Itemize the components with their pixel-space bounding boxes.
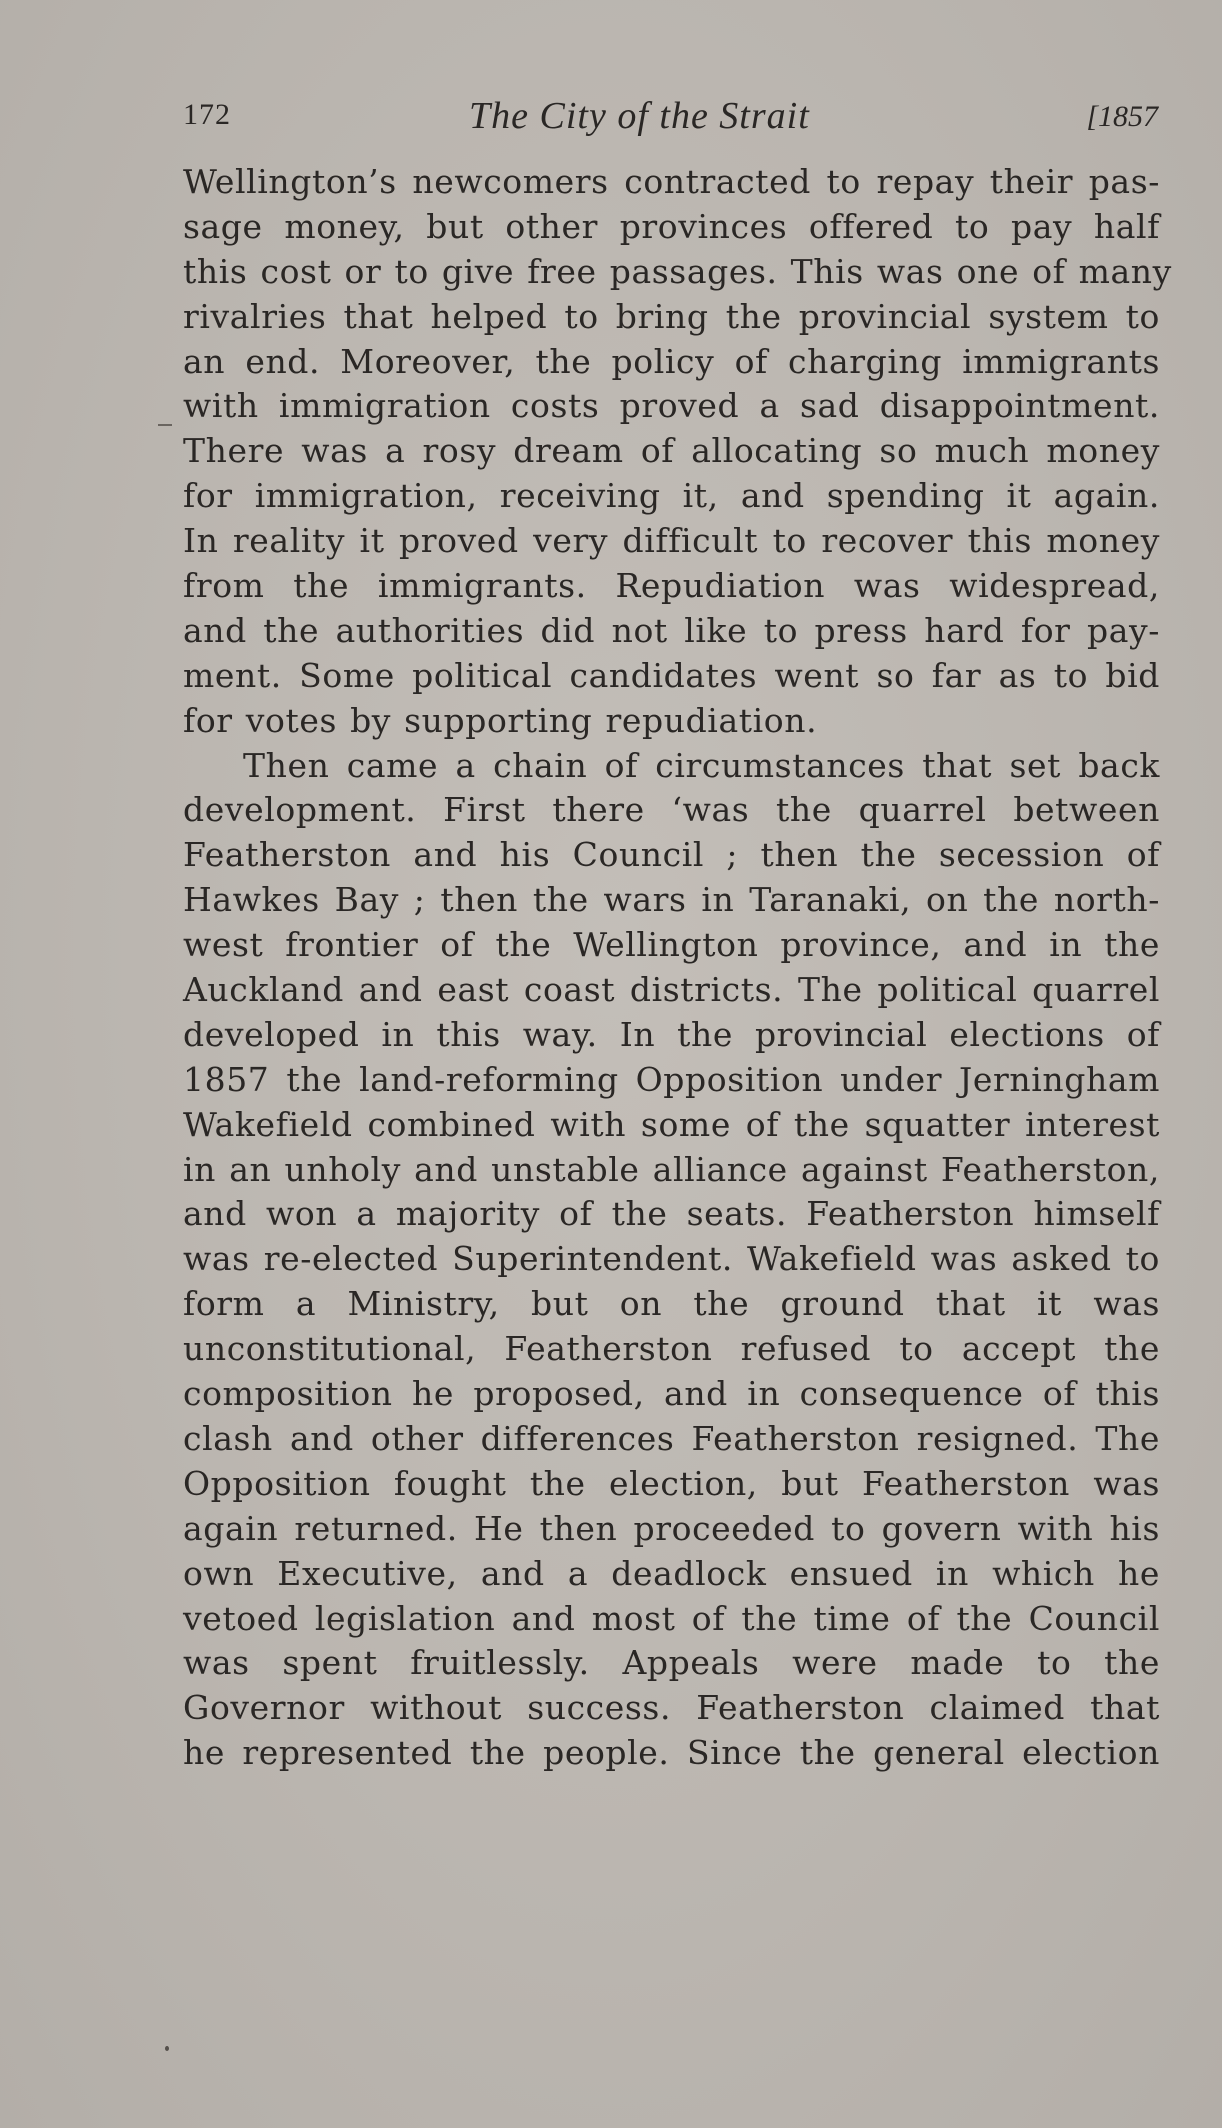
text-line: this cost or to give free passages. This was one of many (183, 251, 1172, 291)
text-line: in an unholy and unstable alliance against Featherston, (183, 1149, 1160, 1189)
text-line: Wakefield combined with some of the squatter interest (183, 1104, 1160, 1144)
text-line: Auckland and east coast districts. The political quarrel (183, 970, 1160, 1010)
text-line: form a Ministry, but on the ground that it was (183, 1284, 1160, 1324)
margin-mark (158, 424, 172, 426)
text-line: Wellington’s newcomers contracted to repay their pas- (183, 162, 1160, 201)
body-text (183, 160, 1172, 1776)
running-title: The City of the Strait (469, 95, 810, 137)
text-line: from the immigrants. Repudiation was widespread, (183, 566, 1160, 606)
text-line: own Executive, and a deadlock ensued in which he (183, 1553, 1160, 1593)
text-line: There was a rosy dream of allocating so much money (183, 431, 1160, 471)
text-line: he represented the people. Since the general election (183, 1733, 1160, 1773)
text-line: composition he proposed, and in consequence of this (183, 1374, 1160, 1414)
text-line: and won a majority of the seats. Featherston himself (183, 1194, 1160, 1234)
text-line: development. First there ‘was the quarrel between (183, 790, 1160, 830)
text-line: and the authorities did not like to press hard for pay- (183, 610, 1160, 650)
text-line: ment. Some political candidates went so far as to bid (183, 655, 1160, 695)
text-line: again returned. He then proceeded to govern with his (183, 1508, 1160, 1548)
text-line: Opposition fought the election, but Featherston was (183, 1463, 1160, 1503)
text-line: unconstitutional, Featherston refused to accept the (183, 1329, 1160, 1369)
text-line: with immigration costs proved a sad disappointment. (183, 386, 1160, 426)
text-line: was spent fruitlessly. Appeals were made to the (183, 1643, 1160, 1683)
text-line: an end. Moreover, the policy of charging immigrants (183, 341, 1160, 381)
text-line: 1857 the land-reforming Opposition under Jerningham (183, 1059, 1160, 1099)
text-line: west frontier of the Wellington province, and in the (183, 925, 1160, 965)
text-line: for immigration, receiving it, and spending it again. (183, 476, 1160, 516)
year-marker: [1857 (1086, 100, 1158, 133)
text-line: rivalries that helped to bring the provincial system to (183, 296, 1160, 336)
text-line: Governor without success. Featherston claimed that (183, 1688, 1160, 1728)
text-line: Then came a chain of circumstances that set back (243, 745, 1160, 785)
text-line: sage money, but other provinces offered to pay half (183, 206, 1160, 246)
text-line: clash and other differences Featherston resigned. The (183, 1418, 1160, 1458)
page-speck (165, 2046, 169, 2051)
text-line: Featherston and his Council ; then the secession of (183, 835, 1160, 875)
text-line: for votes by supporting repudiation. (183, 700, 818, 740)
text-line: In reality it proved very difficult to recover this money (183, 521, 1160, 561)
page-number: 172 (183, 98, 231, 131)
text-line: developed in this way. In the provincial elections of (183, 1014, 1160, 1054)
running-header (183, 95, 1163, 148)
text-line: was re-elected Superintendent. Wakefield was asked to (183, 1239, 1160, 1279)
text-line: Hawkes Bay ; then the wars in Taranaki, on the north- (183, 880, 1160, 920)
text-line: vetoed legislation and most of the time of the Council (183, 1598, 1160, 1638)
